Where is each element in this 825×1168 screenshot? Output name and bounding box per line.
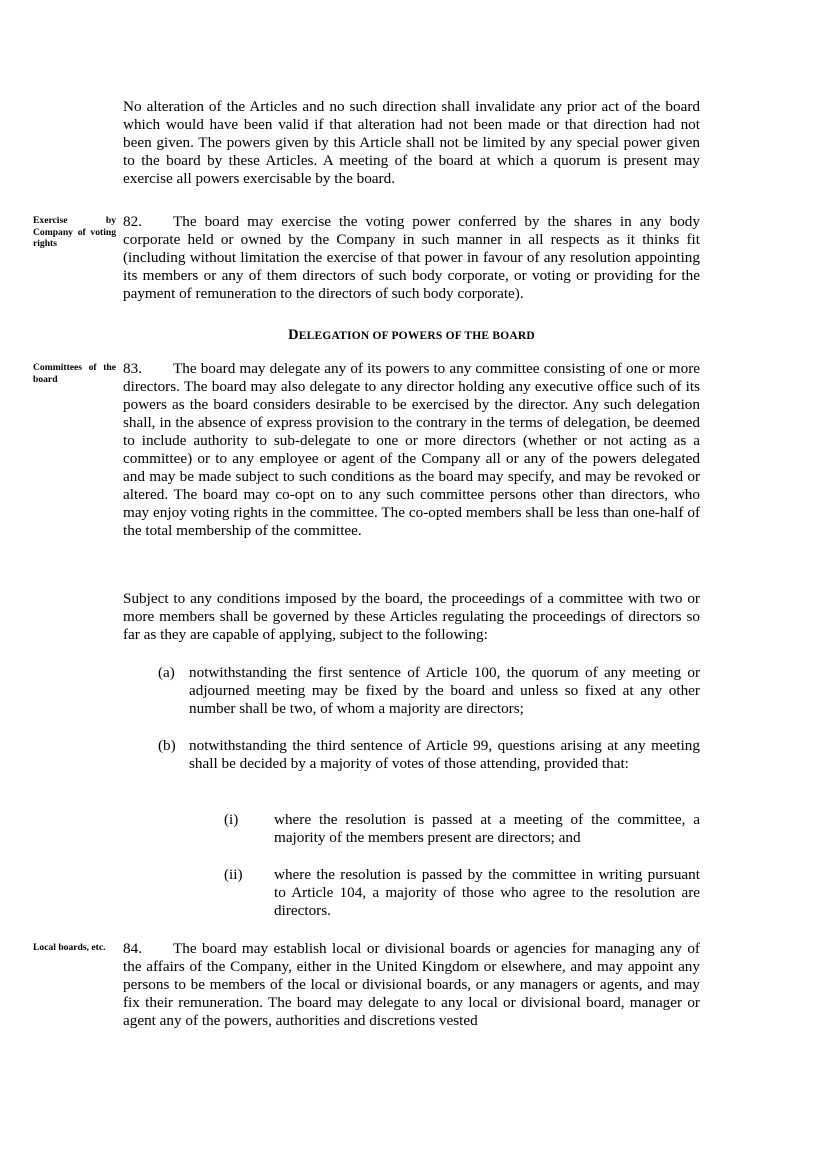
subitem-ii-text: where the resolution is passed by the committee in writing pursuant to Article 104, a majority of those who agree to the resolution are directors. [274,866,700,919]
article-84-text: The board may establish local or divisional boards or agencies for managing any of the affairs of the Company, either in the United Kingdom or elsewhere, and may appoint any persons to be members of the local or divisional boards, or any managers or agents, and may fix their remuneration. The board may delegate to any local or divisional board, manager or agent any of the powers, authorities and discretions vested [123,940,700,1029]
section-heading [123,327,700,344]
article-82-text: The board may exercise the voting power conferred by the shares in any body corporate held or owned by the Company in such manner in all respects as it thinks fit (including without limitation the exercise of that power in favour of any resolution appointing its members or any of them directors of such body corporate, or voting or providing for the payment of remuneration to the directors of such body corporate). [123,213,700,302]
article-83-paragraph-2: Subject to any conditions imposed by the board, the proceedings of a committee with two or more members shall be governed by these Articles regulating the proceedings of directors so far as they are capable of applying, subject to the following: [123,590,700,643]
section-heading-initial: D [288,327,299,343]
intro-paragraph: No alteration of the Articles and no such direction shall invalidate any prior act of the board which would have been valid if that alteration had not been made or that direction had not been given. The powers given by this Article shall not be limited by any special power given to the board by these Articles. A meeting of the board at which a quorum is present may exercise all powers exercisable by the board. [123,98,700,187]
margin-note-article-82: Exercise by Company of voting rights [33,215,116,249]
article-83-number: 83. [123,360,142,377]
section-heading-rest: ELEGATION OF POWERS OF THE BOARD [298,330,535,342]
item-b-text: notwithstanding the third sentence of Article 99, questions arising at any meeting shall be decided by a majority of votes of those attending, provided that: [189,737,700,772]
item-b-label: (b) [158,737,176,754]
article-84-paragraph [123,940,700,1030]
item-a-text: notwithstanding the first sentence of Article 100, the quorum of any meeting or adjourned meeting may be fixed by the board and unless so fixed at any other number shall be two, of whom a majority are directors; [189,664,700,717]
subitem-ii-label: (ii) [224,866,243,883]
article-83-text: The board may delegate any of its powers to any committee consisting of one or more directors. The board may also delegate to any director holding any executive office such of its powers as the board considers desirable to be exercised by the director. Any such delegation shall, in the absence of express provision to the contrary in the terms of delegation, be deemed to include authority to sub-delegate to one or more directors (whether or not acting as a committee) or to any employee or agent of the Company all or any of the powers delegated and may be made subject to such conditions as the board may specify, and may be revoked or altered. The board may co-opt on to any such committee persons other than directors, who may enjoy voting rights in the committee. The co-opted members shall be less than one-half of the total membership of the committee. [123,360,700,539]
margin-note-article-84: Local boards, etc. [33,942,106,953]
subitem-i-text: where the resolution is passed at a meeting of the committee, a majority of the members present are directors; and [274,811,700,846]
item-a-label: (a) [158,664,175,681]
subitem-i-label: (i) [224,811,239,828]
margin-note-article-83: Committees of the board [33,362,116,385]
article-83-paragraph [123,360,700,540]
article-84-number: 84. [123,940,142,957]
article-82-number: 82. [123,213,142,230]
article-82-paragraph [123,213,700,303]
